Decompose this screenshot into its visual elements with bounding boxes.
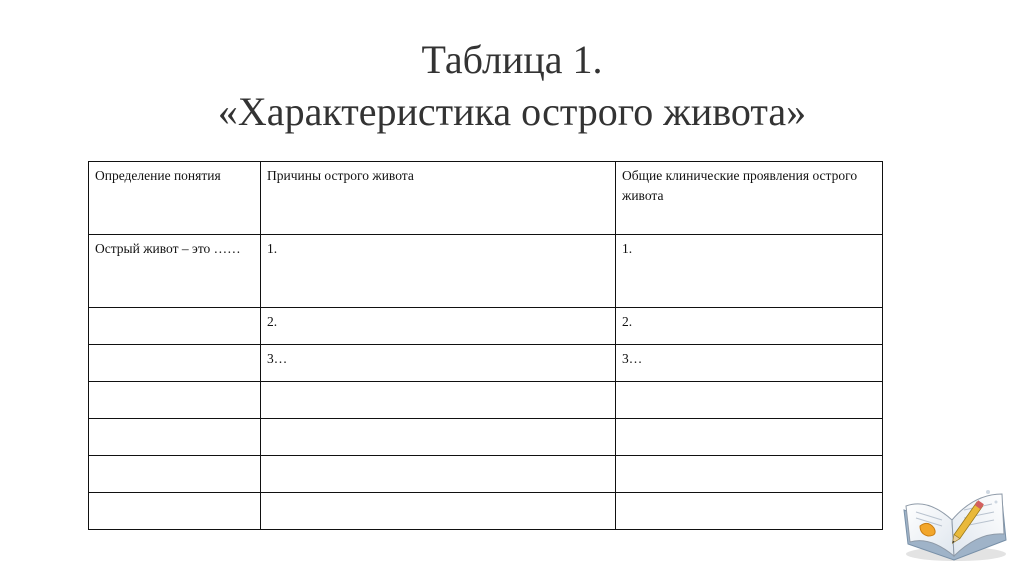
- table-row: [89, 419, 883, 456]
- table-cell: 1.: [616, 235, 883, 308]
- slide-title-line-1: Таблица 1.: [421, 37, 603, 82]
- table-row: [89, 456, 883, 493]
- table-cell: [261, 493, 616, 530]
- table-row: [89, 345, 883, 382]
- table-cell: 3…: [616, 345, 883, 382]
- table-cell: [89, 493, 261, 530]
- table-cell: [616, 493, 883, 530]
- table-cell: 3…: [261, 345, 616, 382]
- table-row: [89, 308, 883, 345]
- header-cell-causes: Причины острого живота: [261, 162, 616, 235]
- characteristics-table: [88, 161, 883, 530]
- table-cell: [89, 456, 261, 493]
- table-cell: [261, 456, 616, 493]
- table-row: [89, 382, 883, 419]
- table-cell: 1.: [261, 235, 616, 308]
- table-cell: 2.: [261, 308, 616, 345]
- table-cell: [616, 456, 883, 493]
- slide-title-line-2: «Характеристика острого живота»: [217, 89, 807, 134]
- header-cell-clinical-signs: Общие клинические проявления острого живота: [616, 162, 883, 235]
- table-cell: [89, 308, 261, 345]
- table-header-row: [89, 162, 883, 235]
- characteristics-table-container: [88, 161, 882, 530]
- table-cell: [89, 419, 261, 456]
- table-cell: [616, 419, 883, 456]
- table-cell: [89, 382, 261, 419]
- table-row: [89, 235, 883, 308]
- table-cell: [89, 345, 261, 382]
- table-cell: [261, 382, 616, 419]
- table-cell: 2.: [616, 308, 883, 345]
- slide-title: [0, 34, 1024, 138]
- table-cell: [261, 419, 616, 456]
- table-cell: Острый живот – это ……: [89, 235, 261, 308]
- table-cell: [616, 382, 883, 419]
- open-book-with-pencil-icon: [898, 480, 1010, 564]
- header-cell-definition: Определение понятия: [89, 162, 261, 235]
- table-row: [89, 493, 883, 530]
